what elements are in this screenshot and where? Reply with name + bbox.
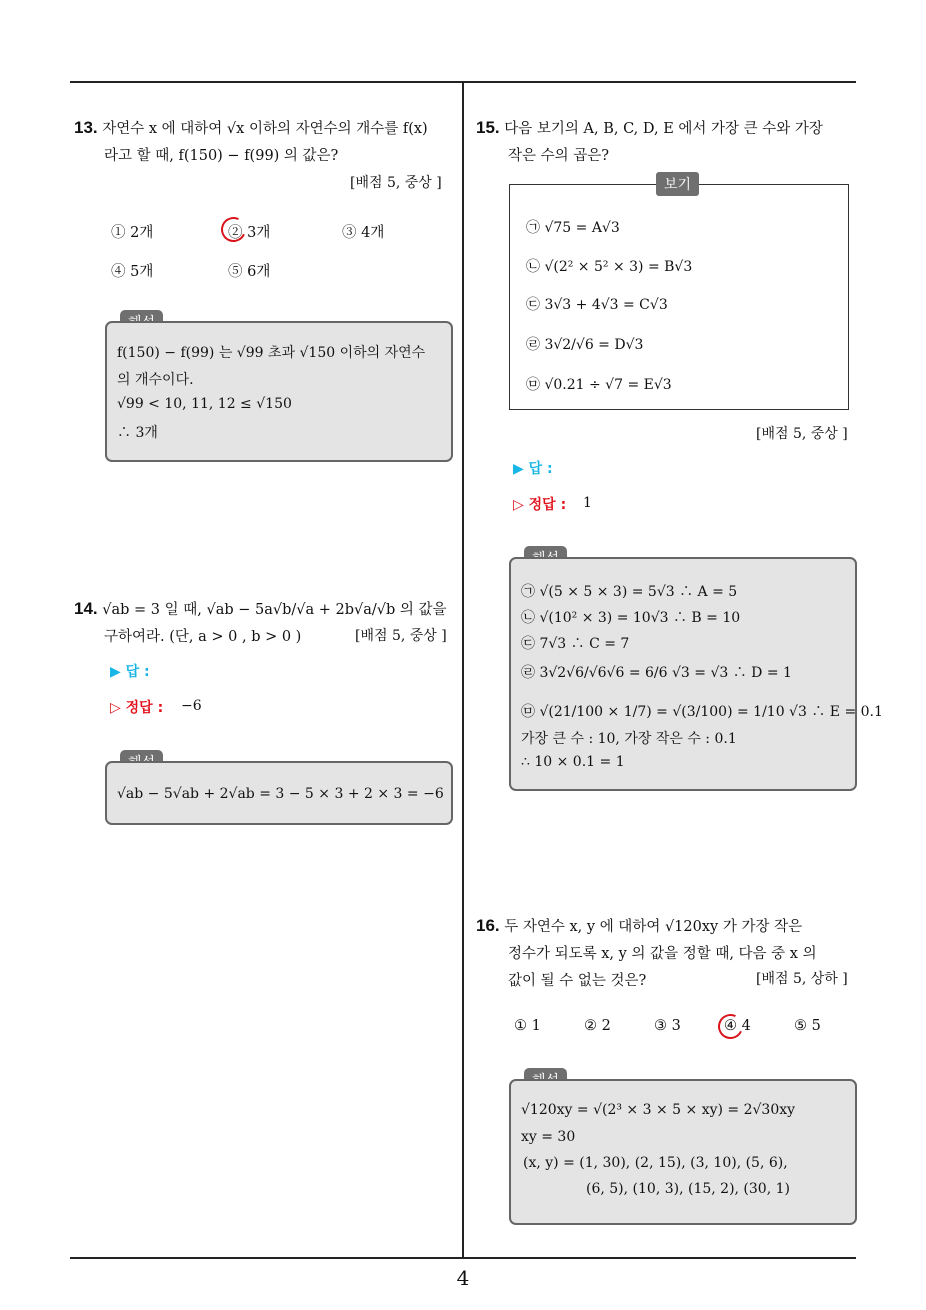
- q13-sol-3: √99 < 10, 11, 12 ≤ √150: [117, 396, 292, 412]
- q15-bogi-5: ㉤ √0.21 ÷ √7 = E√3: [526, 377, 672, 393]
- q14-meta: [배점 5, 중상 ]: [355, 628, 447, 644]
- q15-sol-6: 가장 큰 수 : 10, 가장 작은 수 : 0.1: [521, 731, 737, 747]
- q16-choice-4[interactable]: ④ 4: [724, 1018, 751, 1034]
- q15-stem: [476, 114, 861, 170]
- q13-choice-1[interactable]: ① 2개: [111, 225, 154, 241]
- q13-choice-3[interactable]: ③ 4개: [342, 225, 385, 241]
- q16-choice-1[interactable]: ① 1: [514, 1018, 541, 1034]
- q16-choice-3[interactable]: ③ 3: [654, 1018, 681, 1034]
- q16-sol-1: √120xy = √(2³ × 3 × 5 × xy) = 2√30xy: [521, 1102, 796, 1118]
- q13-sol-4: ∴ 3개: [117, 425, 158, 441]
- bottom-rule: [70, 1257, 856, 1259]
- q14-number: 14.: [74, 599, 98, 618]
- q15-answer-prompt[interactable]: ▶ 답 :: [513, 461, 553, 477]
- q14-correct-label: ▷ 정답 :: [110, 700, 164, 716]
- column-divider: [462, 81, 464, 1258]
- q16-answer-mark: [714, 1010, 746, 1042]
- q16-line1: 두 자연수 x, y 에 대하여 √120xy 가 가장 작은: [504, 919, 803, 935]
- q16-sol-4: (6, 5), (10, 3), (15, 2), (30, 1): [586, 1181, 790, 1197]
- q15-sol-3: ㉢ 7√3 ∴ C = 7: [521, 636, 630, 652]
- q13-line2: 라고 할 때, f(150) − f(99) 의 값은?: [104, 148, 339, 164]
- q15-sol-2: ㉡ √(10² × 3) = 10√3 ∴ B = 10: [521, 610, 741, 626]
- q16-solution-box: [509, 1079, 857, 1225]
- q16-choice-5[interactable]: ⑤ 5: [794, 1018, 821, 1034]
- page-number: 4: [456, 1266, 470, 1290]
- q13-line1: 자연수 x 에 대하여 √x 이하의 자연수의 개수를 f(x): [102, 121, 428, 137]
- q15-correct-label: ▷ 정답 :: [513, 497, 567, 513]
- q16-line3: 값이 될 수 없는 것은?: [508, 973, 647, 989]
- q14-sol-1: √ab − 5√ab + 2√ab = 3 − 5 × 3 + 2 × 3 = −6: [117, 786, 444, 802]
- q13-choice-4[interactable]: ④ 5개: [111, 264, 154, 280]
- q15-sol-7: ∴ 10 × 0.1 = 1: [521, 754, 625, 770]
- q16-sol-3: (x, y) = (1, 30), (2, 15), (3, 10), (5, 6),: [523, 1155, 788, 1171]
- q13-meta: [배점 5, 중상 ]: [350, 175, 442, 191]
- q15-sol-4: ㉣ 3√2√6/√6√6 = 6/6 √3 = √3 ∴ D = 1: [521, 665, 792, 681]
- q15-bogi-tag: 보기: [656, 172, 699, 196]
- q14-correct-value: −6: [181, 698, 202, 714]
- q16-number: 16.: [476, 916, 500, 935]
- q15-bogi-1: ㉠ √75 = A√3: [526, 220, 620, 236]
- q14-line1: √ab = 3 일 때, √ab − 5a√b/√a + 2b√a/√b 의 값을: [102, 602, 447, 618]
- q13-choice-5[interactable]: ⑤ 6개: [228, 264, 271, 280]
- q15-line2: 작은 수의 곱은?: [508, 148, 610, 164]
- q13-choice-2[interactable]: ② 3개: [228, 225, 271, 241]
- q15-correct-value: 1: [583, 495, 592, 511]
- q15-sol-1: ㉠ √(5 × 5 × 3) = 5√3 ∴ A = 5: [521, 584, 738, 600]
- q13-sol-1: f(150) − f(99) 는 √99 초과 √150 이하의 자연수: [117, 345, 426, 361]
- q13-stem: [74, 114, 459, 170]
- q13-sol-2: 의 개수이다.: [117, 372, 194, 388]
- q15-meta: [배점 5, 중상 ]: [756, 426, 848, 442]
- q15-number: 15.: [476, 118, 500, 137]
- q15-bogi-4: ㉣ 3√2/√6 = D√3: [526, 337, 644, 353]
- q16-line2: 정수가 되도록 x, y 의 값을 정할 때, 다음 중 x 의: [508, 946, 817, 962]
- q16-meta: [배점 5, 상하 ]: [756, 971, 848, 987]
- q15-bogi-2: ㉡ √(2² × 5² × 3) = B√3: [526, 259, 693, 275]
- q15-bogi-3: ㉢ 3√3 + 4√3 = C√3: [526, 297, 668, 313]
- q13-number: 13.: [74, 118, 98, 137]
- q15-line1: 다음 보기의 A, B, C, D, E 에서 가장 큰 수와 가장: [504, 121, 823, 137]
- q14-answer-prompt[interactable]: ▶ 답 :: [110, 664, 150, 680]
- q16-sol-2: xy = 30: [521, 1129, 576, 1145]
- q14-line2: 구하여라. (단, a > 0 , b > 0 ): [104, 629, 302, 645]
- q15-sol-5: ㉤ √(21/100 × 1/7) = √(3/100) = 1/10 √3 ∴ E = 0.1: [521, 704, 883, 720]
- q16-choice-2[interactable]: ② 2: [584, 1018, 611, 1034]
